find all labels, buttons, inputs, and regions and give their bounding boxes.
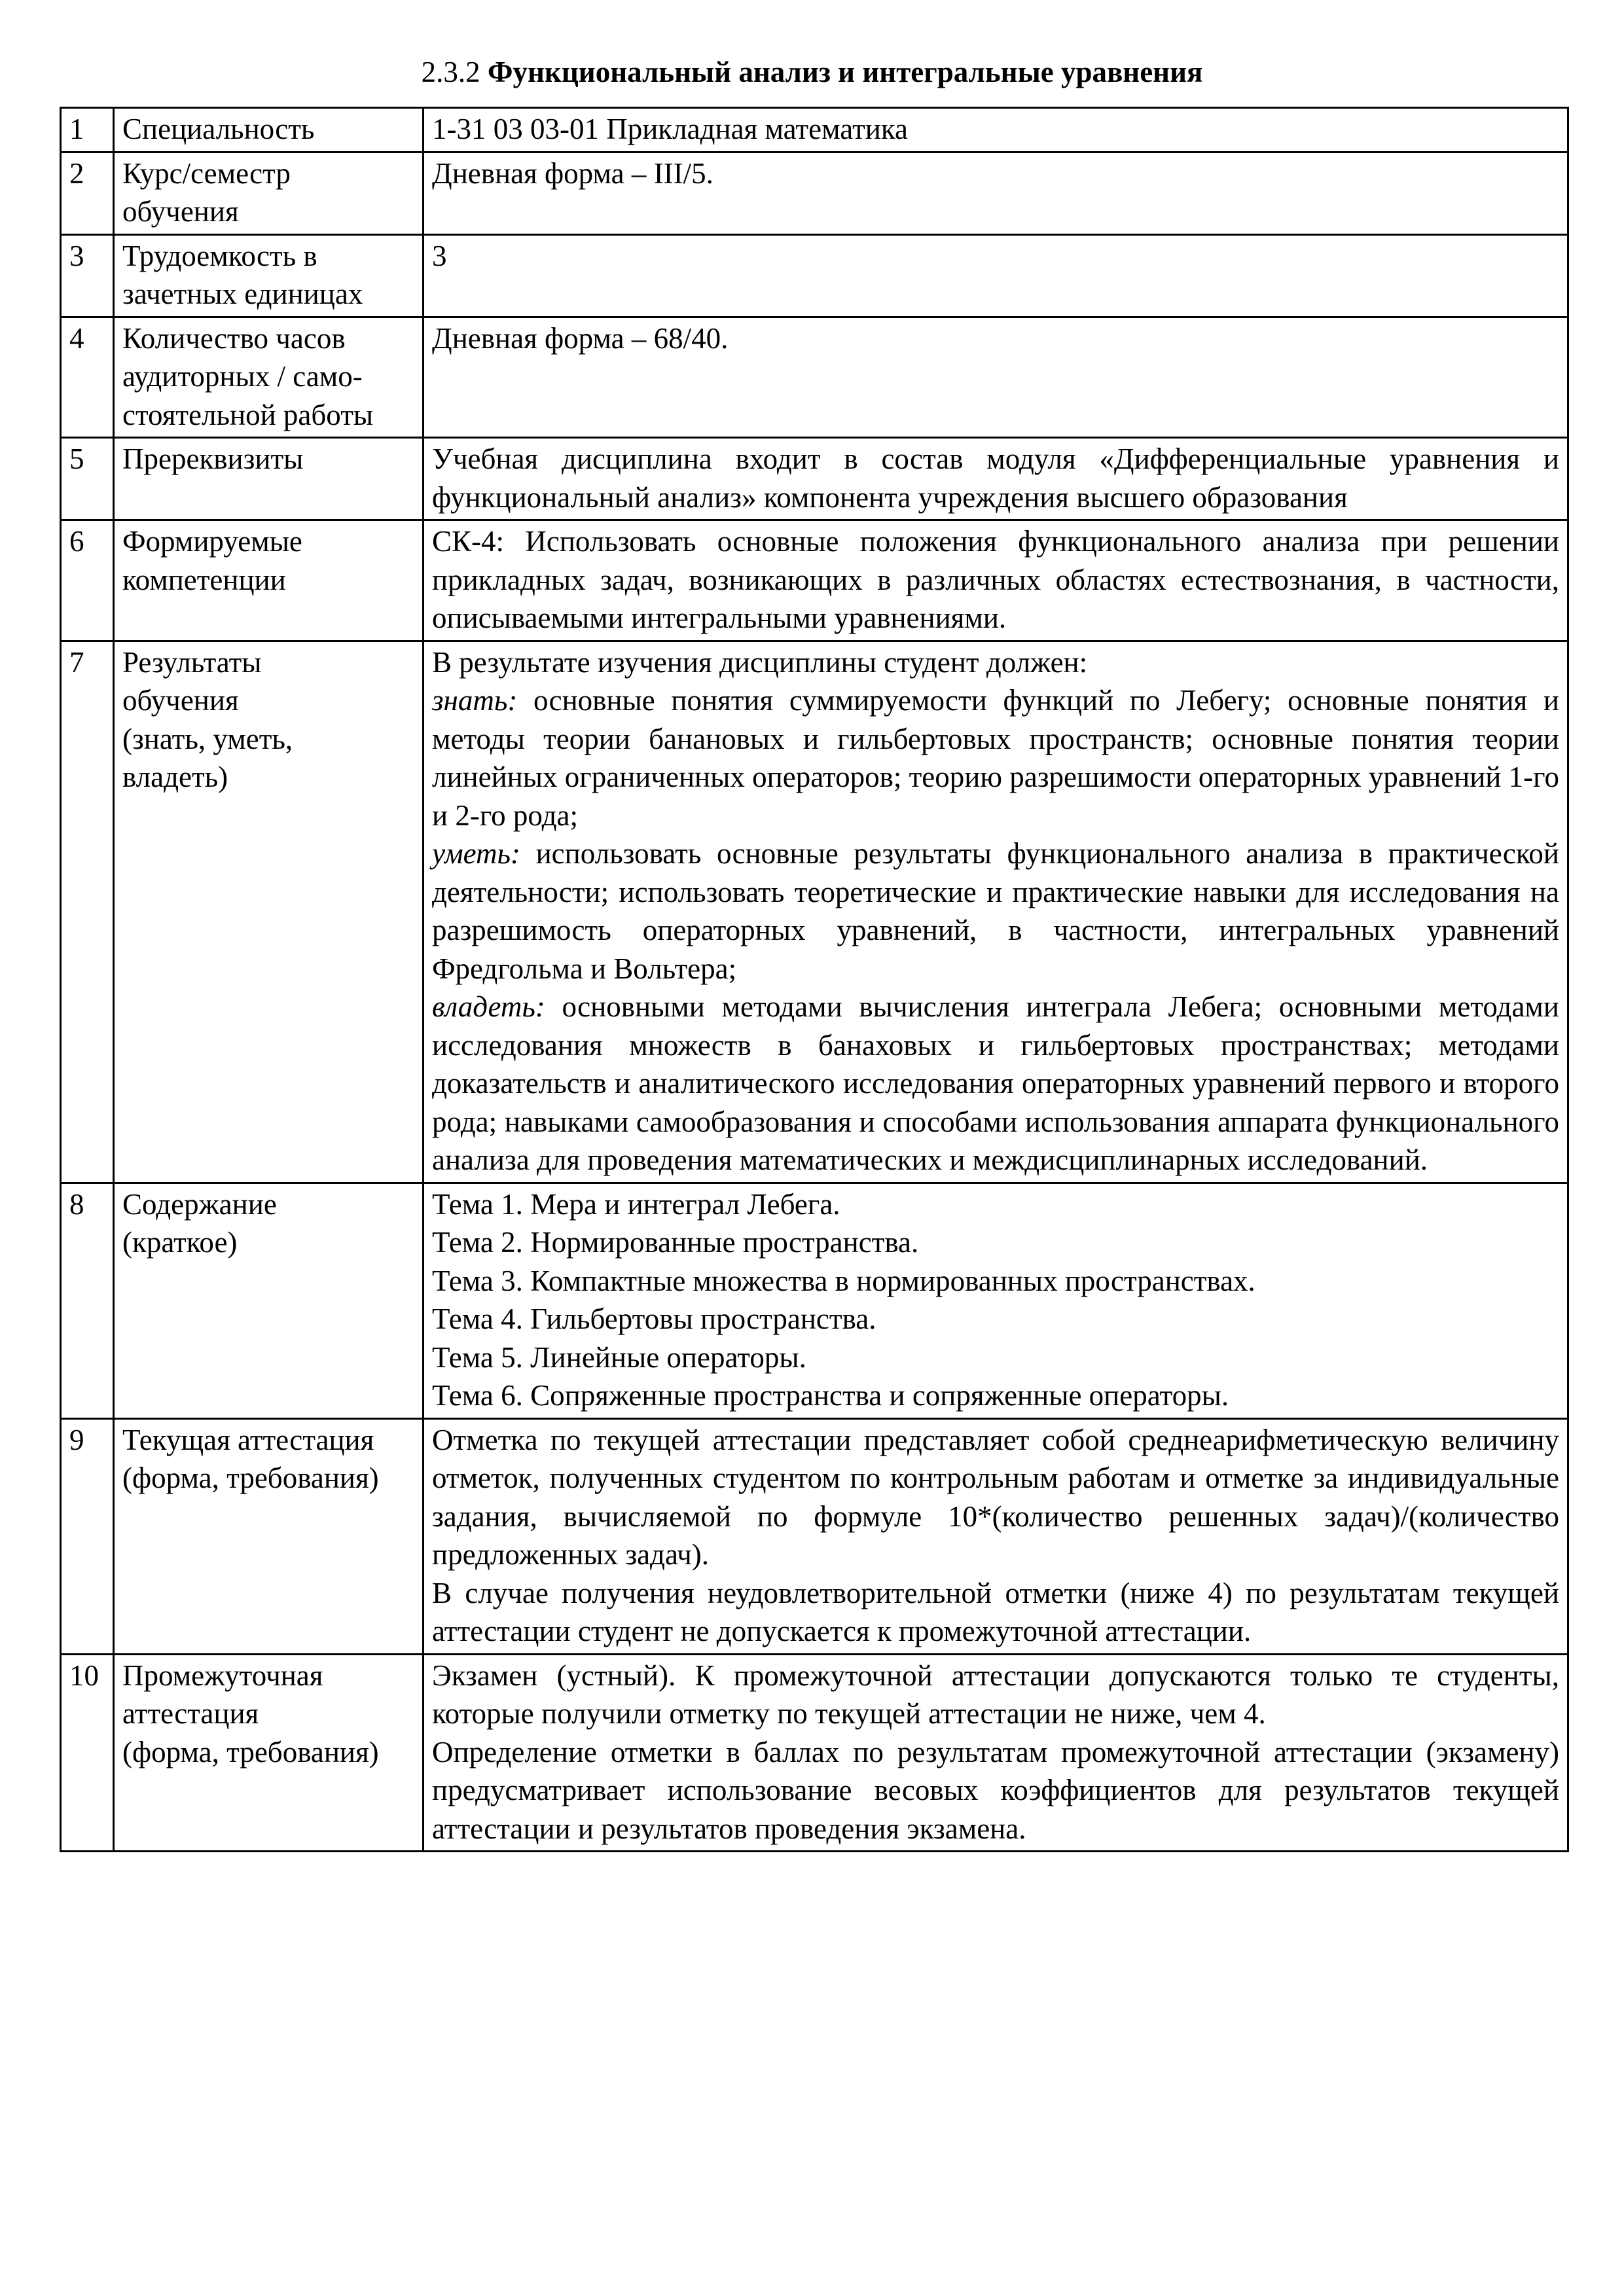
table-row (61, 1654, 1568, 1852)
row-content: Дневная форма – III/5. (424, 152, 1568, 234)
table-row (61, 108, 1568, 152)
section-number: 2.3.2 (421, 56, 480, 88)
row-content: 1-31 03 03-01 Прикладная математика (424, 108, 1568, 152)
topic-item: Тема 2. Нормированные пространства. (432, 1226, 919, 1259)
row-label: Формируемые компетенции (114, 520, 424, 641)
topic-item: Тема 5. Линейные операторы. (432, 1340, 806, 1374)
results-know: знать: основные понятия суммируемости функций по Лебегу; основные понятия и методы теории банановых и гильбертовых пространств; основные понятия теории линейных ограниченных операторов; теорию разрешимости операторных уравнений 1-го и 2-го рода; (432, 684, 1559, 832)
row-content: Дневная форма – 68/40. (424, 317, 1568, 438)
topic-item: Тема 4. Гильбертовы пространства. (432, 1302, 876, 1335)
table-row (61, 1183, 1568, 1418)
row-content: Отметка по текущей аттестации представляет собой среднеарифметическую величину отметок, полученных студентом по контрольным работам и отметке за индивидуальные задания, вычисляемой по формуле 10*(количество решенных задач)/(количество предложенных задач). В случае получения неудовлетворительной отметки (ниже 4) по результатам текущей аттестации студент не допускается к промежуточной аттестации. (424, 1418, 1568, 1654)
row-content (424, 641, 1568, 1183)
row-label: Текущая аттестация (форма, требования) (114, 1418, 424, 1654)
row-content: 3 (424, 234, 1568, 317)
table-row (61, 438, 1568, 520)
discipline-table (60, 107, 1569, 1852)
row-number: 2 (61, 152, 114, 234)
row-content: Экзамен (устный). К промежуточной аттестации допускаются только те студенты, которые получили отметку по текущей аттестации не ниже, чем 4. Определение отметки в баллах по результатам промежуточной аттестации (экзамену) предусматривает использование весовых коэффициентов для результатов текущей аттестации и результатов проведения экзамена. (424, 1654, 1568, 1852)
table-row (61, 317, 1568, 438)
row-number: 9 (61, 1418, 114, 1654)
table-row (61, 520, 1568, 641)
results-can: уметь: использовать основные результаты функционального анализа в практической деятельности; использовать теоретические и практические навыки для исследования на разрешимость операторных уравнений, в частности, интегральных уравнений Фредгольма и Вольтера; (432, 837, 1559, 985)
table-row (61, 152, 1568, 234)
row-number: 7 (61, 641, 114, 1183)
row-number: 6 (61, 520, 114, 641)
topic-item: Тема 3. Компактные множества в нормированных пространствах. (432, 1264, 1255, 1297)
results-master: владеть: основными методами вычисления интеграла Лебега; основными методами исследования множеств в банаховых и гильбертовых пространствах; методами доказательств и аналитического исследования операторных уравнений первого и второго рода; навыками самообразования и способами использования аппарата функционального анализа для проведения математических и междисциплинарных исследований. (432, 990, 1559, 1176)
row-label: Промежуточная аттестация (форма, требования) (114, 1654, 424, 1852)
row-number: 4 (61, 317, 114, 438)
table-row (61, 641, 1568, 1183)
row-label: Трудоемкость в зачетных единицах (114, 234, 424, 317)
row-label: Курс/семестр обучения (114, 152, 424, 234)
row-number: 8 (61, 1183, 114, 1418)
row-label: Содержание (краткое) (114, 1183, 424, 1418)
row-label: Количество часов аудиторных / само- стоятельной работы (114, 317, 424, 438)
row-content (424, 1183, 1568, 1418)
topic-item: Тема 1. Мера и интеграл Лебега. (432, 1187, 840, 1221)
row-number: 1 (61, 108, 114, 152)
section-name: Функциональный анализ и интегральные уравнения (487, 56, 1203, 88)
row-number: 10 (61, 1654, 114, 1852)
table-row (61, 234, 1568, 317)
row-label: Результаты обучения (знать, уметь, владеть) (114, 641, 424, 1183)
row-label: Пререквизиты (114, 438, 424, 520)
table-row (61, 1418, 1568, 1654)
row-content: СК-4: Использовать основные положения функционального анализа при решении прикладных задач, возникающих в различных областях естествознания, в частности, описываемыми интегральными уравнениями. (424, 520, 1568, 641)
section-title (0, 54, 1624, 90)
row-label: Специальность (114, 108, 424, 152)
results-intro: В результате изучения дисциплины студент должен: (432, 645, 1088, 679)
row-number: 5 (61, 438, 114, 520)
topic-item: Тема 6. Сопряженные пространства и сопряженные операторы. (432, 1379, 1229, 1412)
row-content: Учебная дисциплина входит в состав модуля «Дифференциальные уравнения и функциональный анализ» компонента учреждения высшего образования (424, 438, 1568, 520)
row-number: 3 (61, 234, 114, 317)
